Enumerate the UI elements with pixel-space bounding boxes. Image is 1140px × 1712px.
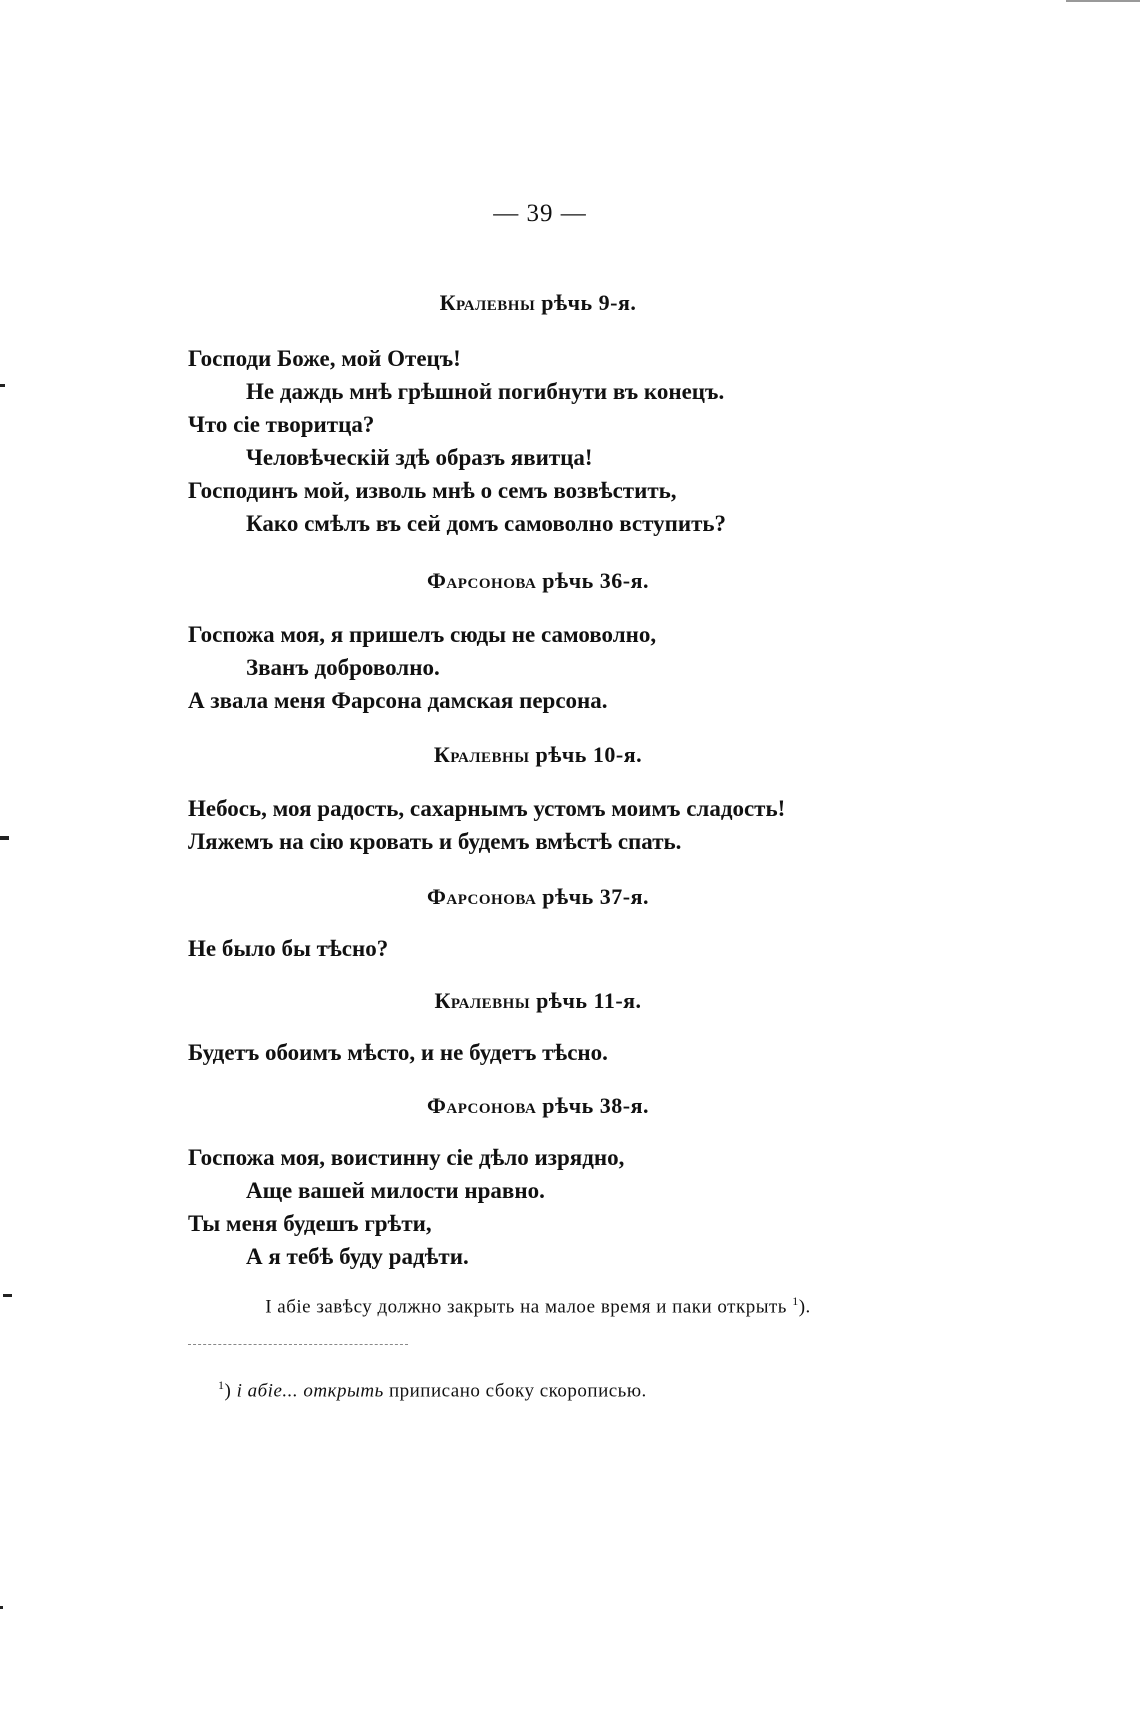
stage-direction-tail: ). bbox=[798, 1296, 811, 1318]
speech-label: рѣчь 36-я. bbox=[542, 568, 650, 593]
scan-mark bbox=[1066, 0, 1140, 2]
stage-direction bbox=[0, 1294, 1076, 1318]
verse-line: Како смѣлъ въ сей домъ самоволно вступить? bbox=[246, 511, 727, 536]
speech-heading bbox=[0, 1093, 1076, 1119]
footnote-marker: 1 bbox=[218, 1378, 225, 1392]
speech-text bbox=[188, 1036, 908, 1069]
speech-label: рѣчь 10-я. bbox=[535, 742, 643, 767]
speech-heading bbox=[0, 290, 1076, 316]
speech-label: рѣчь 9-я. bbox=[541, 290, 637, 315]
verse-line: Званъ доброволно. bbox=[246, 655, 440, 680]
speech-text bbox=[188, 342, 908, 540]
stage-direction-text: І абіе завѣсу должно закрыть на малое время и паки открыть bbox=[265, 1296, 787, 1318]
speech-text bbox=[188, 618, 908, 717]
scan-mark bbox=[0, 384, 5, 387]
speech-heading bbox=[0, 884, 1076, 910]
verse-line: А я тебѣ буду радѣти. bbox=[246, 1244, 469, 1269]
footnote-reference: 1 bbox=[792, 1294, 799, 1308]
verse-line: Человѣческій здѣ образъ явитца! bbox=[246, 445, 593, 470]
scan-mark bbox=[3, 1294, 12, 1297]
speech-heading bbox=[0, 568, 1076, 594]
speech-text bbox=[188, 932, 908, 965]
verse-line: Господи Боже, мой Отецъ! bbox=[188, 346, 461, 371]
speech-heading bbox=[0, 988, 1076, 1014]
footnote-text: приписано сбоку скорописью. bbox=[388, 1380, 647, 1402]
speaker-name: Фарсонова bbox=[426, 884, 537, 909]
speaker-name: Кралевны bbox=[439, 290, 536, 315]
speaker-name: Кралевны bbox=[434, 988, 531, 1013]
verse-line: Не было бы тѣсно? bbox=[188, 936, 389, 961]
speech-label: рѣчь 11-я. bbox=[536, 988, 642, 1013]
footnote-divider bbox=[188, 1344, 408, 1345]
verse-line: Будетъ обоимъ мѣсто, и не будетъ тѣсно. bbox=[188, 1040, 608, 1065]
verse-line: Госпожа моя, воистинну сіе дѣло изрядно, bbox=[188, 1145, 625, 1170]
speaker-name: Фарсонова bbox=[426, 568, 537, 593]
speech-label: рѣчь 37-я. bbox=[542, 884, 650, 909]
verse-line: А звала меня Фарсона дамская персона. bbox=[188, 688, 608, 713]
scan-mark bbox=[0, 836, 9, 840]
speech-heading bbox=[0, 742, 1076, 768]
verse-line: Госпожа моя, я пришелъ сюды не самоволно, bbox=[188, 622, 657, 647]
verse-line: Не даждь мнѣ грѣшной погибнути въ конецъ. bbox=[246, 379, 725, 404]
page-number: — 39 — bbox=[493, 200, 587, 227]
speech-text bbox=[188, 792, 908, 858]
verse-line: Что сіе творитца? bbox=[188, 412, 375, 437]
scan-mark bbox=[0, 1606, 3, 1609]
footnote-quote: і абіе... открыть bbox=[236, 1380, 384, 1402]
verse-line: Господинъ мой, изволь мнѣ о семъ возвѣстить, bbox=[188, 478, 677, 503]
verse-line: Небось, моя радость, сахарнымъ устомъ моимъ сладость! bbox=[188, 796, 786, 821]
footnote-marker-tail: ) bbox=[224, 1380, 232, 1402]
verse-line: Ты меня будешъ грѣти, bbox=[188, 1211, 432, 1236]
speaker-name: Кралевны bbox=[433, 742, 530, 767]
verse-line: Ляжемъ на сію кровать и будемъ вмѣстѣ спать. bbox=[188, 829, 682, 854]
verse-line: Аще вашей милости нравно. bbox=[246, 1178, 545, 1203]
speech-label: рѣчь 38-я. bbox=[542, 1093, 650, 1118]
footnote bbox=[218, 1378, 647, 1402]
speech-text bbox=[188, 1141, 908, 1273]
speaker-name: Фарсонова bbox=[426, 1093, 537, 1118]
